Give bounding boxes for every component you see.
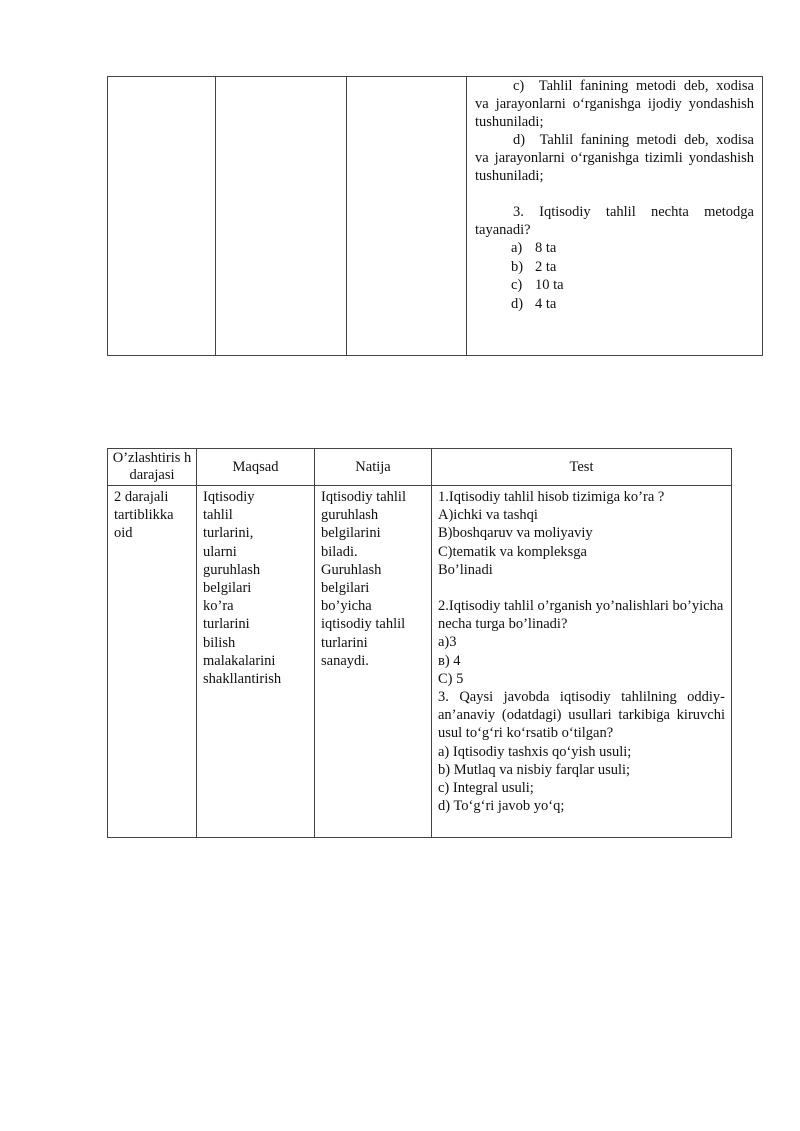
empty-cell bbox=[108, 77, 216, 356]
cell-line: belgilari bbox=[203, 580, 252, 597]
option-letter: b) bbox=[511, 258, 524, 275]
empty-cell bbox=[216, 77, 347, 356]
cell-line: biladi. bbox=[321, 543, 358, 560]
answer-option: c) Integral usuli; bbox=[438, 780, 534, 797]
answer-option: A)ichki va tashqi bbox=[438, 507, 538, 524]
answer-option bbox=[511, 258, 754, 277]
option-text: 8 ta bbox=[535, 240, 557, 256]
test-cell bbox=[432, 486, 732, 838]
option-letter: d) bbox=[511, 295, 524, 312]
option-c-text: c) Tahlil fanining metodi deb, xodisa va jarayonlarni o‘rganishga ijodiy yondashish tushuniladi; bbox=[475, 78, 754, 130]
answer-option bbox=[511, 295, 754, 314]
header-row bbox=[108, 449, 732, 486]
option-d-text: d) Tahlil fanining metodi deb, xodisa va jarayonlarni o‘rganishga tizimli yondashish tushuniladi; bbox=[475, 132, 754, 184]
table-row bbox=[108, 77, 763, 356]
answer-option bbox=[511, 239, 754, 258]
cell-line: malakalarini bbox=[203, 652, 276, 669]
answer-option: Bo’linadi bbox=[438, 561, 493, 578]
header-result: Natija bbox=[315, 449, 432, 486]
answer-option: a)3 bbox=[438, 634, 457, 651]
cell-line: Iqtisodiy tahlil bbox=[321, 489, 406, 505]
cell-line: turlarini bbox=[321, 634, 368, 651]
answer-option: a) Iqtisodiy tashxis qo‘yish usuli; bbox=[438, 743, 632, 760]
cell-line: Guruhlash bbox=[321, 561, 382, 578]
option-letter: c) bbox=[511, 277, 523, 293]
level-cell bbox=[108, 486, 197, 838]
blank-line bbox=[475, 185, 754, 203]
answer-option bbox=[511, 276, 754, 295]
option-text: 4 ta bbox=[535, 295, 557, 312]
table-row bbox=[108, 486, 732, 838]
header-goal: Maqsad bbox=[197, 449, 315, 486]
cell-line: ularni bbox=[203, 543, 237, 560]
blank-line bbox=[438, 579, 725, 597]
cell-line: turlarini bbox=[203, 616, 250, 633]
option-letter: a) bbox=[511, 240, 523, 256]
cell-line: belgilarini bbox=[321, 525, 381, 542]
header-test: Test bbox=[432, 449, 732, 486]
cell-line: sanaydi. bbox=[321, 652, 369, 669]
question-3: 3. Qaysi javobda iqtisodiy tahlilning oddiy-an’anaviy (odatdagi) usullari tarkibiga kiruvchi usul to‘g‘ri ko‘rsatib o‘tilgan? bbox=[438, 689, 725, 742]
answer-option: d) To‘g‘ri javob yo‘q; bbox=[438, 798, 565, 815]
answer-option: C)tematik va kompleksga bbox=[438, 543, 587, 560]
test-cell bbox=[467, 77, 763, 356]
cell-line: tahlil bbox=[203, 507, 233, 524]
cell-line: tartiblikka bbox=[114, 507, 174, 524]
cell-line: oid bbox=[114, 525, 133, 542]
cell-line: shakllantirish bbox=[203, 671, 282, 688]
empty-cell bbox=[347, 77, 467, 356]
cell-line: turlarini, bbox=[203, 525, 254, 542]
answer-option: b) Mutlaq va nisbiy farqlar usuli; bbox=[438, 761, 631, 778]
cell-line: bo’yicha bbox=[321, 598, 372, 615]
option-text: 2 ta bbox=[535, 258, 557, 275]
cell-line: belgilari bbox=[321, 580, 370, 597]
cell-line: 2 darajali bbox=[114, 489, 169, 505]
table-continued bbox=[107, 76, 763, 356]
option-text: 10 ta bbox=[535, 277, 564, 293]
question-2: 2.Iqtisodiy tahlil o’rganish yo’nalishlari bo’yicha necha turga bo’linadi? bbox=[438, 598, 724, 633]
question-1: 1.Iqtisodiy tahlil hisob tizimiga ko’ra ? bbox=[438, 489, 665, 505]
cell-line: guruhlash bbox=[203, 561, 261, 578]
answer-option: в) 4 bbox=[438, 652, 461, 669]
cell-line: ko’ra bbox=[203, 598, 234, 615]
answer-option: B)boshqaruv va moliyaviy bbox=[438, 525, 593, 542]
cell-line: guruhlash bbox=[321, 507, 379, 524]
result-cell bbox=[315, 486, 432, 838]
question-3: 3. Iqtisodiy tahlil nechta metodga tayanadi? bbox=[475, 204, 754, 238]
cell-line: iqtisodiy tahlil bbox=[321, 616, 406, 633]
answer-option: C) 5 bbox=[438, 670, 464, 687]
cell-line: bilish bbox=[203, 634, 236, 651]
goal-cell bbox=[197, 486, 315, 838]
cell-line: Iqtisodiy bbox=[203, 489, 255, 505]
assessment-table bbox=[107, 448, 732, 838]
header-level: O’zlashtiris h darajasi bbox=[108, 449, 197, 486]
